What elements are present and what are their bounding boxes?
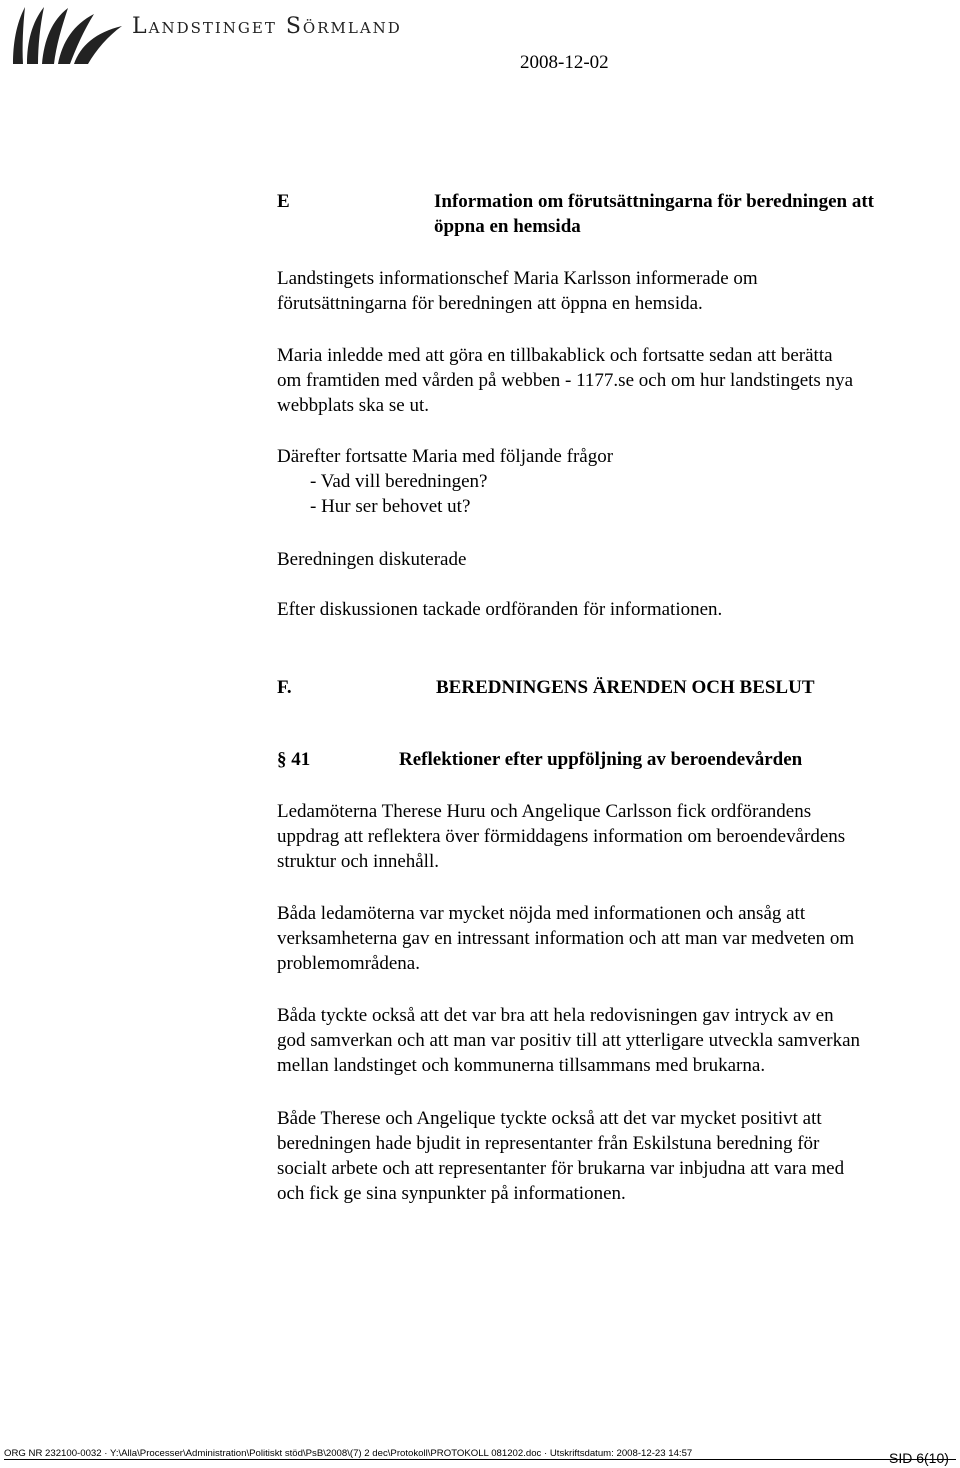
questions-intro: Därefter fortsatte Maria med följande frågor bbox=[277, 446, 614, 467]
item-paragraph-line: problemområdena. bbox=[277, 953, 420, 974]
landstinget-logo bbox=[10, 4, 128, 66]
item-paragraph-line: Ledamöterna Therese Huru och Angelique Carlsson fick ordförandens bbox=[277, 801, 812, 822]
section-e-title-line2: öppna en hemsida bbox=[434, 216, 581, 237]
section-e-paragraph-2-line-3: webbplats ska se ut. bbox=[277, 395, 429, 416]
section-e-title-line1: Information om förutsättningarna för beredningen att bbox=[434, 191, 874, 212]
item-paragraph-line: socialt arbete och att representanter för brukarna var inbjudna att vara med bbox=[277, 1158, 845, 1179]
item-paragraph-line: verksamheterna gav en intressant information och att man var medveten om bbox=[277, 928, 855, 949]
question-item: - Vad vill beredningen? bbox=[310, 471, 488, 492]
item-paragraph-line: uppdrag att reflektera över förmiddagens information om beroendevårdens bbox=[277, 826, 846, 847]
section-e-paragraph-1-line-2: förutsättningarna för beredningen att öppna en hemsida. bbox=[277, 293, 703, 314]
discussion-note: Beredningen diskuterade bbox=[277, 549, 467, 570]
item-paragraph-line: god samverkan och att man var positiv till att ytterligare utveckla samverkan bbox=[277, 1030, 861, 1051]
footer-reference: ORG NR 232100-0032 · Y:\Alla\Processer\Administration\Politiskt stöd\PsB\2008\(7) 2 dec\Protokoll\PROTOKOLL 081202.doc · Utskriftsdatum: 2008-12-23 14:57 bbox=[4, 1448, 693, 1459]
item-paragraph-line: beredningen hade bjudit in representanter från Eskilstuna beredning för bbox=[277, 1133, 820, 1154]
section-f-letter: F. bbox=[277, 677, 292, 698]
item-paragraph-line: mellan landstinget och kommunerna tillsammans med brukarna. bbox=[277, 1055, 766, 1076]
item-paragraph-line: och fick ge sina synpunkter på informationen. bbox=[277, 1183, 626, 1204]
item-paragraph-line: struktur och innehåll. bbox=[277, 851, 439, 872]
section-e-paragraph-1-line-1: Landstingets informationschef Maria Karlsson informerade om bbox=[277, 268, 758, 289]
item-number: § 41 bbox=[277, 749, 311, 770]
document-date: 2008-12-02 bbox=[520, 52, 609, 73]
org-name: Landstinget Sörmland bbox=[132, 14, 402, 39]
section-e-letter: E bbox=[277, 191, 290, 212]
page-number: SID 6(10) bbox=[889, 1450, 949, 1466]
item-paragraph-line: Båda tyckte också att det var bra att hela redovisningen gav intryck av en bbox=[277, 1005, 834, 1026]
item-title: Reflektioner efter uppföljning av beroendevården bbox=[399, 749, 803, 770]
item-paragraph-line: Båda ledamöterna var mycket nöjda med informationen och ansåg att bbox=[277, 903, 806, 924]
section-f-title: BEREDNINGENS ÄRENDEN OCH BESLUT bbox=[436, 677, 815, 698]
section-e-paragraph-2-line-1: Maria inledde med att göra en tillbakablick och fortsatte sedan att berätta bbox=[277, 345, 833, 366]
section-e-paragraph-2-line-2: om framtiden med vården på webben - 1177.se och om hur landstingets nya bbox=[277, 370, 854, 391]
question-item: - Hur ser behovet ut? bbox=[310, 496, 471, 517]
footer-divider bbox=[4, 1459, 956, 1460]
item-paragraph-line: Både Therese och Angelique tyckte också att det var mycket positivt att bbox=[277, 1108, 822, 1129]
closing-note: Efter diskussionen tackade ordföranden för informationen. bbox=[277, 599, 723, 620]
